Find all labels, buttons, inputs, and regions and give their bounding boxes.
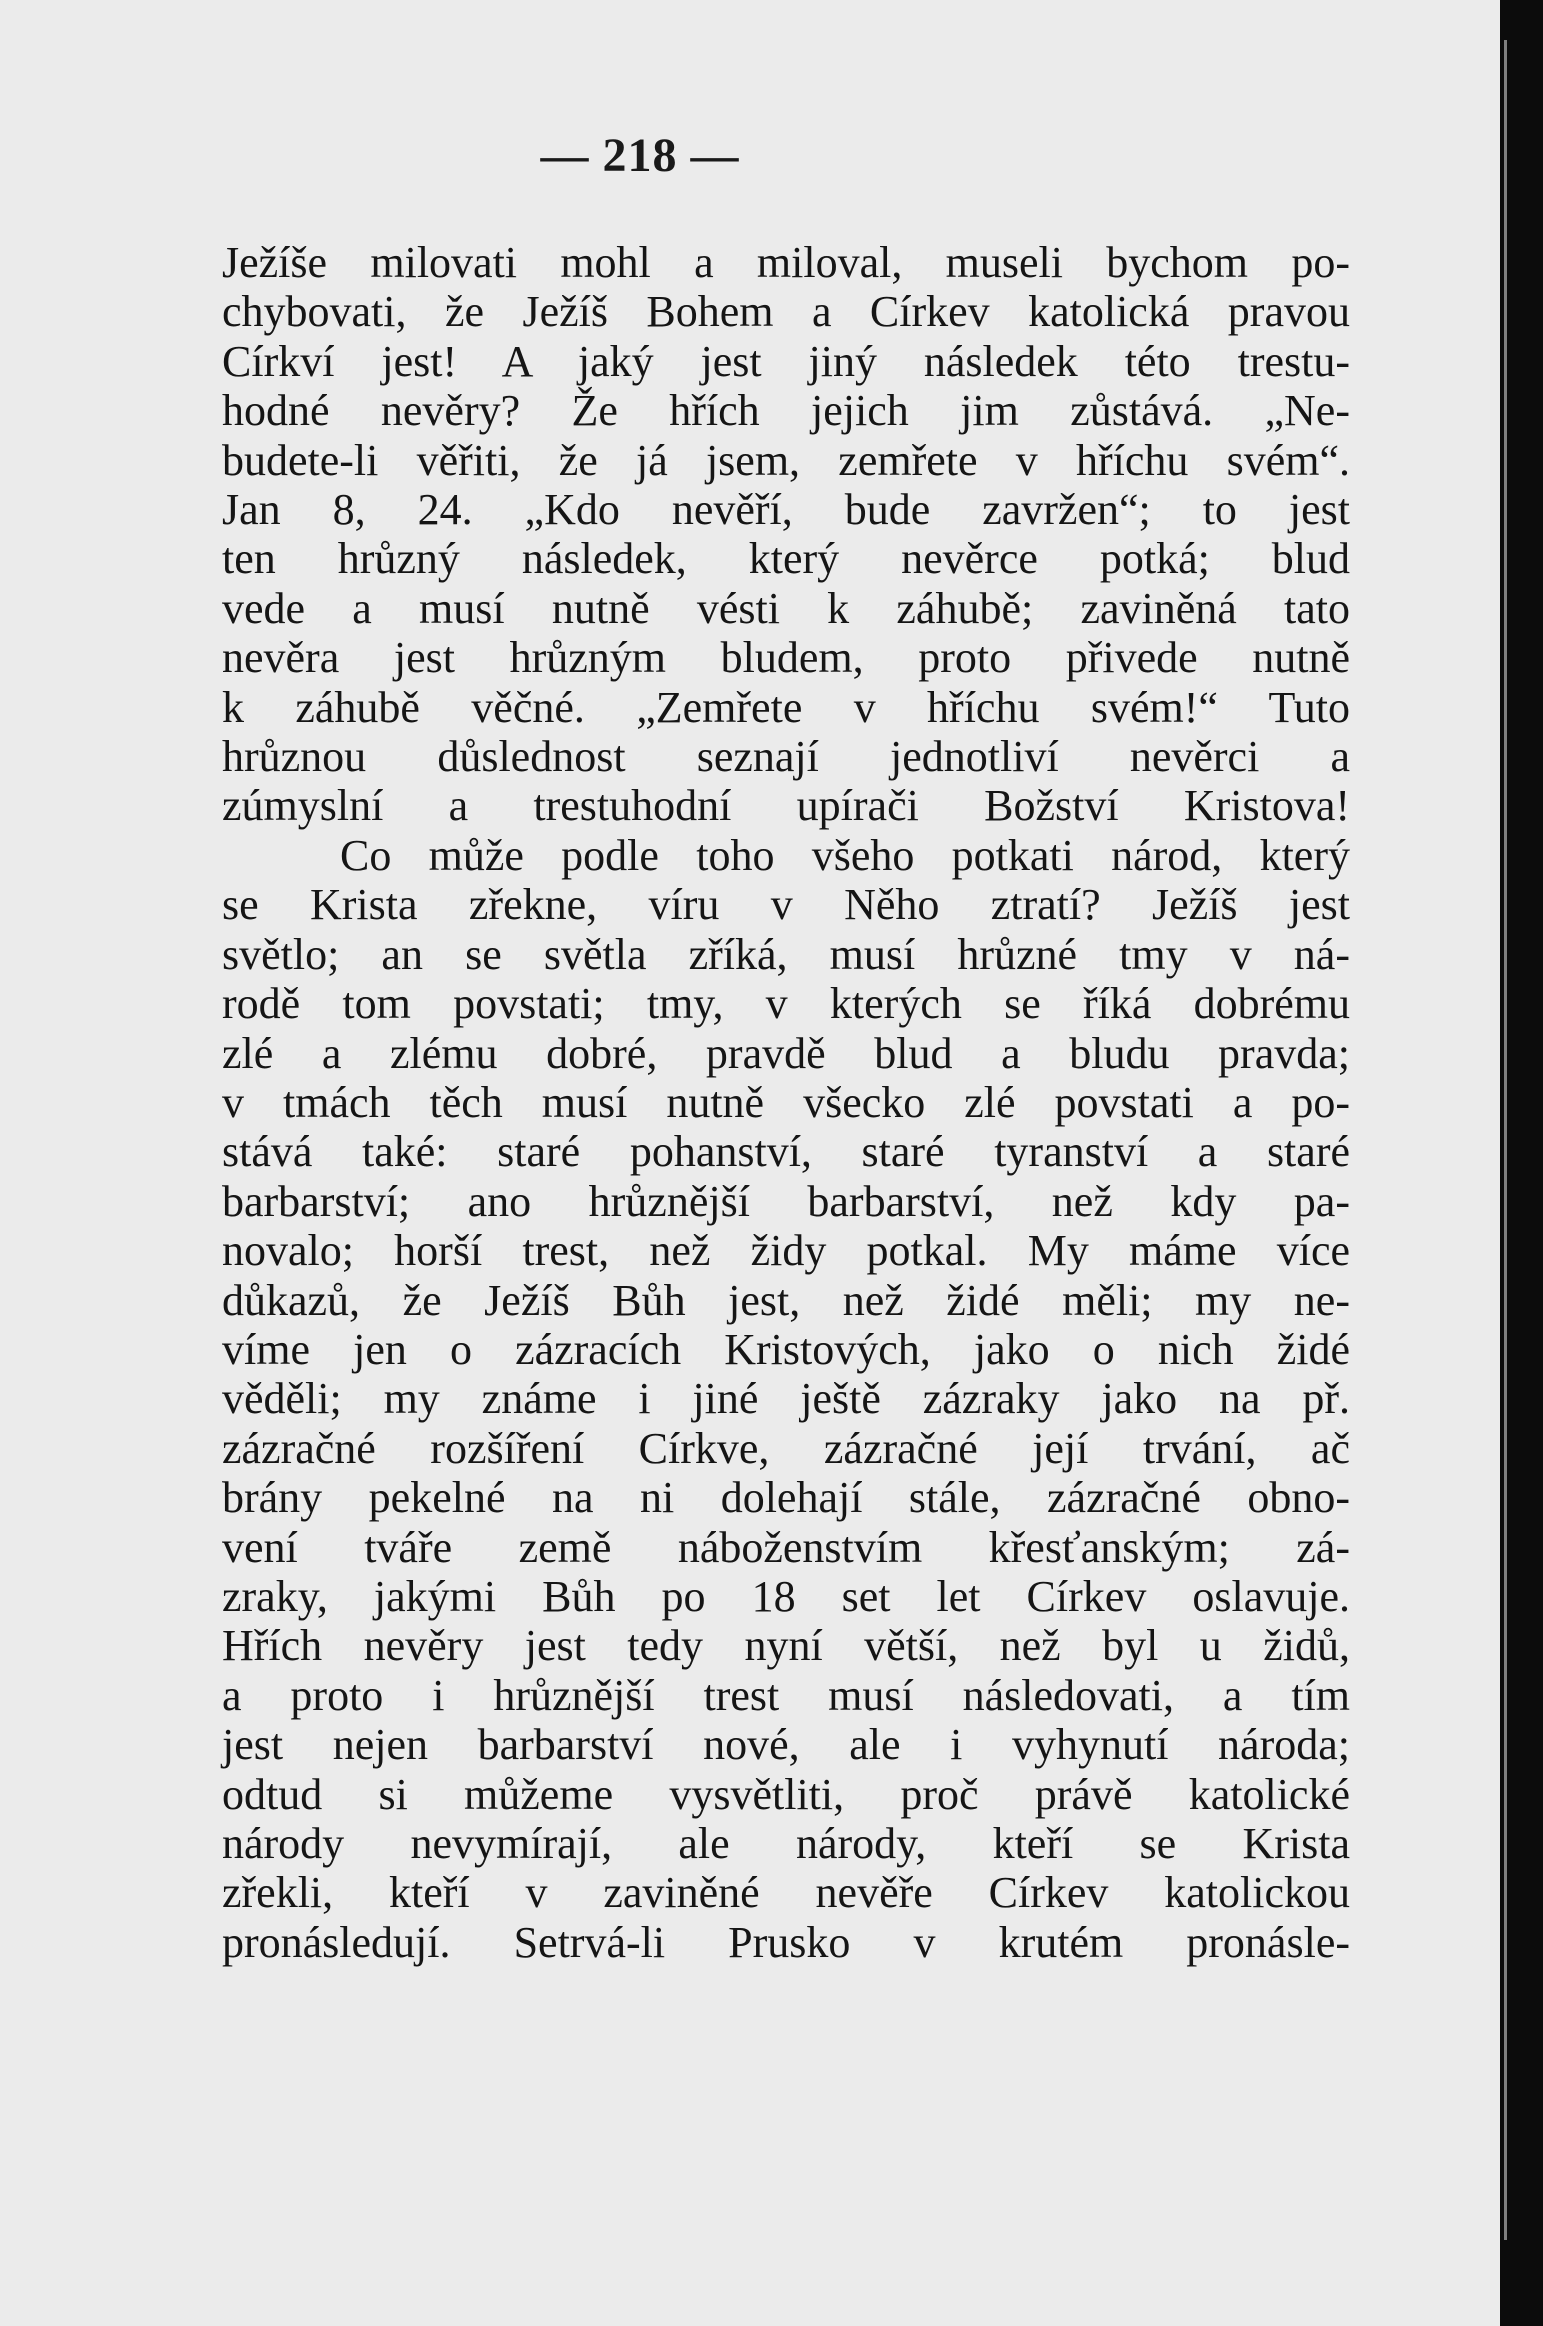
text-line: k záhubě věčné. „Zemřete v hříchu svém!“ Tuto — [222, 682, 1350, 732]
text-line: vení tváře země náboženstvím křesťanským; zá- — [222, 1522, 1350, 1572]
text-line: zúmyslní a trestuhodní upírači Božství Kristova! — [222, 781, 1350, 831]
text-line: zraky, jakými Bůh po 18 set let Církev oslavuje. — [222, 1571, 1350, 1621]
text-line: brány pekelné na ni dolehají stále, zázračné obno- — [222, 1473, 1350, 1523]
page-number: — 218 — — [540, 129, 740, 182]
text-line: barbarství; ano hrůznější barbarství, než kdy pa- — [222, 1176, 1350, 1226]
scan-edge-line — [1504, 40, 1507, 2240]
text-line: budete-li věřiti, že já jsem, zemřete v hříchu svém“. — [222, 435, 1350, 485]
text-line: rodě tom povstati; tmy, v kterých se říká dobrému — [222, 979, 1350, 1029]
text-line: se Krista zřekne, víru v Něho ztratí? Ježíš jest — [222, 880, 1350, 930]
text-line: v tmách těch musí nutně všecko zlé povstati a po- — [222, 1077, 1350, 1127]
text-line: hrůznou důslednost seznají jednotliví nevěrci a — [222, 732, 1350, 782]
text-line: hodné nevěry? Že hřích jejich jim zůstává. „Ne- — [222, 386, 1350, 436]
text-line: Co může podle toho všeho potkati národ, který — [340, 830, 1350, 880]
body-text — [222, 238, 1350, 1967]
text-line: zlé a zlému dobré, pravdě blud a bludu pravda; — [222, 1028, 1350, 1078]
text-line: Jan 8, 24. „Kdo nevěří, bude zavržen“; to jest — [222, 485, 1350, 535]
text-line: věděli; my známe i jiné ještě zázraky jako na př. — [222, 1374, 1350, 1424]
text-line: odtud si můžeme vysvětliti, proč právě katolické — [222, 1769, 1350, 1819]
text-line: národy nevymírají, ale národy, kteří se Krista — [222, 1819, 1350, 1868]
text-line: důkazů, že Ježíš Bůh jest, než židé měli; my ne- — [222, 1275, 1350, 1325]
text-line: Ježíše milovati mohl a miloval, museli bychom po- — [222, 238, 1350, 287]
text-line: novalo; horší trest, než židy potkal. My máme více — [222, 1226, 1350, 1276]
text-line: jest nejen barbarství nové, ale i vyhynutí národa; — [222, 1720, 1350, 1770]
text-line: vede a musí nutně vésti k záhubě; zaviněná tato — [222, 583, 1350, 633]
text-line: nevěra jest hrůzným bludem, proto přivede nutně — [222, 633, 1350, 683]
text-line: světlo; an se světla zříká, musí hrůzné tmy v ná- — [222, 929, 1350, 979]
text-line: stává také: staré pohanství, staré tyranství a staré — [222, 1127, 1350, 1177]
text-line: zázračné rozšíření Církve, zázračné její trvání, ač — [222, 1423, 1350, 1473]
text-line: Hřích nevěry jest tedy nyní větší, než byl u židů, — [222, 1621, 1350, 1671]
text-line: chybovati, že Ježíš Bohem a Církev katolická pravou — [222, 287, 1350, 337]
text-line: a proto i hrůznější trest musí následovati, a tím — [222, 1670, 1350, 1720]
text-line: zřekli, kteří v zaviněné nevěře Církev katolickou — [222, 1868, 1350, 1918]
text-line: Církví jest! A jaký jest jiný následek této trestu- — [222, 336, 1350, 386]
text-line: pronásledují. Setrvá-li Prusko v krutém pronásle- — [222, 1917, 1350, 1967]
text-line: ten hrůzný následek, který nevěrce potká; blud — [222, 534, 1350, 584]
text-line: víme jen o zázracích Kristových, jako o nich židé — [222, 1324, 1350, 1374]
